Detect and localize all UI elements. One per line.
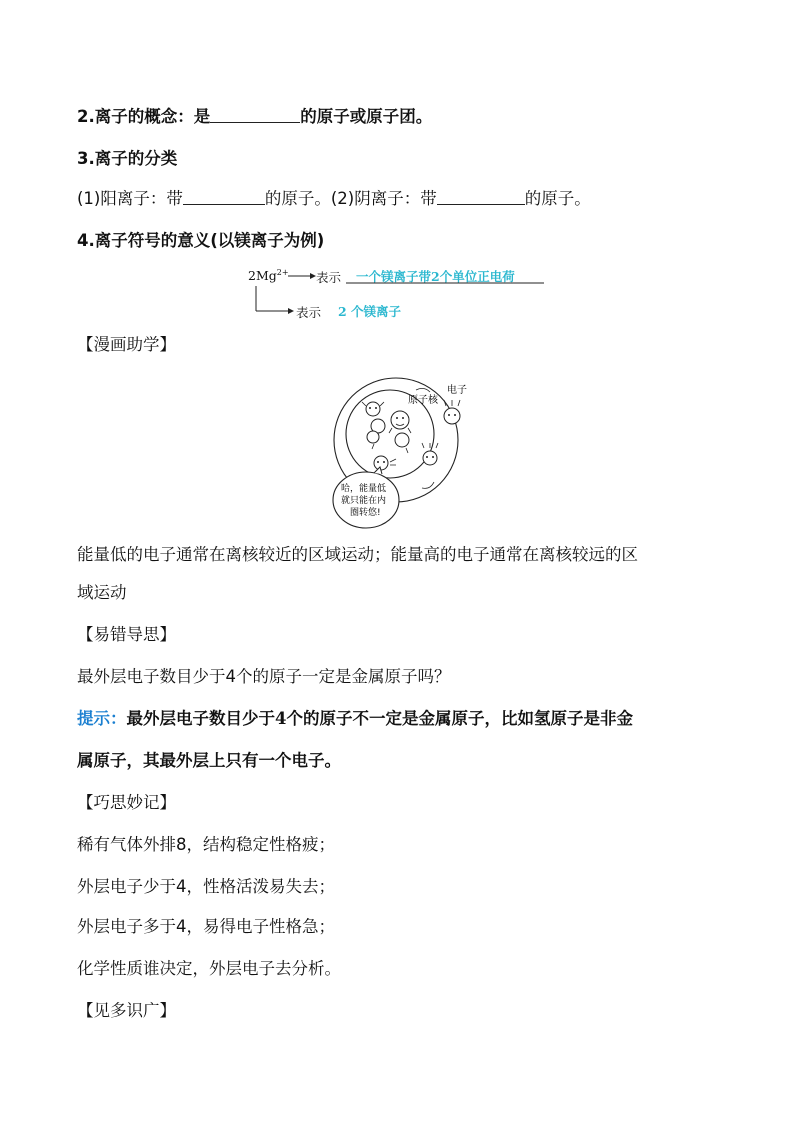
speech-line-3: 圈转悠!	[350, 508, 381, 518]
memory-line-1: 稀有气体外排8，结构稳定性格疲；	[77, 835, 335, 854]
cation-tail: 的原子。	[264, 189, 331, 208]
comic-heading: 【漫画助学】	[77, 335, 176, 354]
anion-blank[interactable]	[437, 188, 525, 205]
comic-caption-1: 能量低的电子通常在离核较近的区域运动；能量高的电子通常在离核较远的区	[77, 545, 638, 564]
hint-tag: 提示：	[77, 709, 127, 728]
arrow1-label: 表示	[316, 270, 342, 285]
mistake-heading: 【易错导思】	[77, 625, 176, 644]
concept-line	[77, 106, 432, 128]
more-heading: 【见多识广】	[77, 1001, 176, 1020]
symbol-heading: 4.离子符号的意义(以镁离子为例)	[77, 231, 325, 250]
hint-line-2: 属原子，其最外层上只有一个电子。	[77, 751, 341, 770]
hint-line-1	[77, 708, 633, 730]
memory-line-2: 外层电子少于4，性格活泼易失去；	[77, 877, 335, 896]
nucleus-label: 原子核	[408, 395, 438, 406]
symbol-diagram	[248, 264, 558, 324]
memory-line-3: 外层电子多于4，易得电子性格急；	[77, 917, 335, 936]
arrow2-label: 表示	[296, 305, 322, 320]
atom-illustration	[326, 370, 476, 532]
comic-caption-2: 域运动	[77, 583, 127, 602]
concept-label: 2.离子的概念：是	[77, 107, 211, 126]
classification-line	[77, 188, 591, 210]
speech-line-2: 就只能在内	[341, 496, 387, 506]
classification-heading: 3.离子的分类	[77, 149, 178, 168]
memory-line-4: 化学性质谁决定，外层电子去分析。	[77, 959, 341, 978]
mistake-question: 最外层电子数目少于4个的原子一定是金属原子吗？	[77, 667, 451, 686]
atom-comic	[326, 370, 476, 532]
memory-heading: 【巧思妙记】	[77, 793, 176, 812]
cation-blank[interactable]	[183, 188, 265, 205]
arrow1-answer: 一个镁离子带2个单位正电荷	[356, 269, 515, 284]
electron-label: 电子	[447, 385, 467, 396]
ion-symbol: $2Mg^{2+}$	[248, 268, 289, 284]
speech-line-1: 哈，能量低	[341, 484, 387, 494]
arrow2-answer: 2 个镁离子	[338, 304, 402, 319]
concept-blank[interactable]	[210, 106, 300, 123]
cation-label: (1)阳离子：带	[77, 189, 183, 208]
anion-label: (2)阴离子：带	[330, 189, 437, 208]
concept-tail: 的原子或原子团。	[300, 107, 433, 126]
hint-text-1: 最外层电子数目少于4个的原子不一定是金属原子，比如氢原子是非金	[126, 709, 633, 728]
anion-tail: 的原子。	[524, 189, 591, 208]
